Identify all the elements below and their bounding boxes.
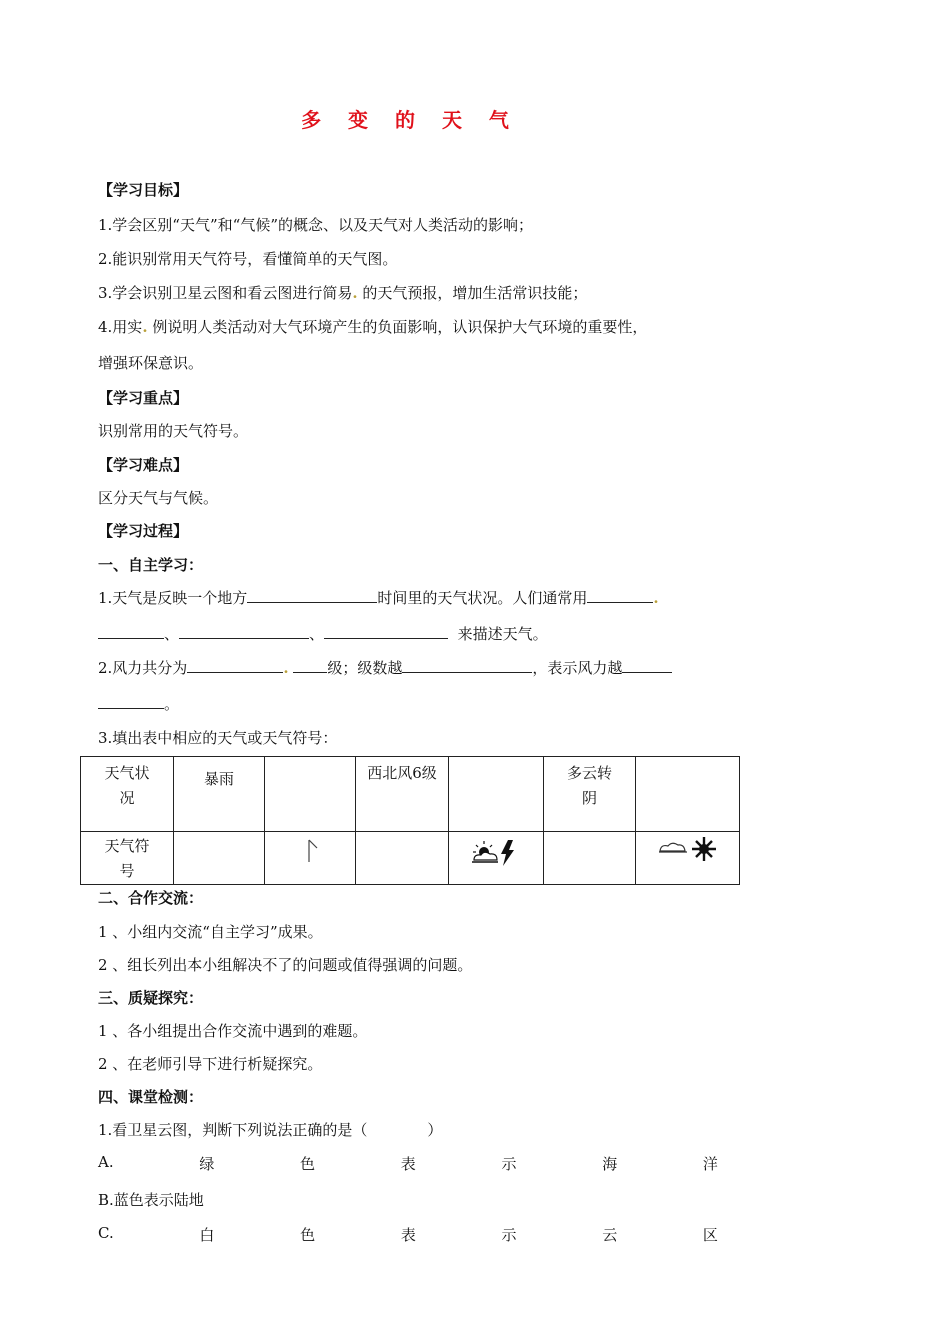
answer-blank[interactable]: [187, 658, 283, 673]
table-cell: [449, 832, 544, 885]
weather-symbol-table: [80, 756, 740, 885]
table-cell-blank[interactable]: [174, 832, 265, 885]
table-cell-blank[interactable]: [636, 757, 740, 832]
question-2-line-2: [98, 694, 179, 714]
table-cell: 西北风6级: [356, 757, 449, 832]
table-cell: [265, 832, 356, 885]
answer-blank[interactable]: [98, 694, 164, 709]
q1-text-b: 时间里的天气状况。人们通常用: [377, 589, 588, 607]
section-2-item-1: 1 、小组内交流“自主学习”成果。: [98, 923, 323, 941]
answer-blank[interactable]: [324, 624, 448, 639]
table-cell: 暴雨: [174, 757, 265, 832]
difficulty-heading: 【学习难点】: [98, 456, 189, 474]
option-b[interactable]: B.蓝色表示陆地: [98, 1191, 204, 1209]
section-2-heading: 二、合作交流：: [98, 889, 204, 907]
goal-item-3-part1: 3.学会识别卫星云图和看云图进行简易: [98, 284, 353, 302]
answer-blank[interactable]: [98, 624, 164, 639]
goal-item-2: 2.能识别常用天气符号，看懂简单的天气图。: [98, 250, 398, 268]
q2-text-a: 2.风力共分为: [98, 659, 188, 677]
table-cell-blank[interactable]: [449, 757, 544, 832]
answer-blank[interactable]: [293, 658, 327, 673]
goal-item-4-part1: 4.用实: [98, 318, 143, 336]
q1-text-e: 来描述天气。: [457, 625, 548, 643]
goal-item-3: [98, 283, 587, 303]
key-point-text: 识别常用的天气符号。: [98, 422, 249, 440]
q2-text-b: 级；级数越: [327, 659, 403, 677]
process-heading: 【学习过程】: [98, 522, 189, 540]
dot-mark: .: [283, 659, 289, 677]
table-cell-blank[interactable]: [544, 832, 636, 885]
q2-text-c: ，表示风力越: [532, 659, 623, 677]
q1-text-c: 、: [164, 625, 180, 643]
wind-flag-icon: [305, 836, 335, 866]
question-2-line-1: [98, 658, 672, 678]
answer-blank[interactable]: [402, 658, 532, 673]
q2-text-d: 。: [164, 695, 180, 713]
section-3-item-1: 1 、各小组提出合作交流中遇到的难题。: [98, 1022, 368, 1040]
goal-item-4-continued: 增强环保意识。: [98, 354, 204, 372]
section-2-item-2: 2 、组长列出本小组解决不了的问题或值得强调的问题。: [98, 956, 473, 974]
goal-item-1: 1.学会区别“天气”和“气候”的概念、以及天气对人类活动的影响；: [98, 216, 533, 234]
table-cell: 多云转阴: [544, 757, 636, 832]
row-label-symbol: 天气符号: [81, 832, 174, 885]
section-3-heading: 三、质疑探究：: [98, 989, 204, 1007]
table-cell: [636, 832, 740, 885]
goals-heading: 【学习目标】: [98, 181, 189, 199]
question-1-line-1: [98, 588, 659, 608]
table-cell-blank[interactable]: [356, 832, 449, 885]
section-1-heading: 一、自主学习：: [98, 556, 204, 574]
answer-blank[interactable]: [179, 624, 309, 639]
goal-item-3-part2: 的天气预报，增加生活常识技能；: [362, 284, 588, 302]
dot-mark: .: [653, 589, 659, 607]
answer-blank[interactable]: [587, 588, 653, 603]
answer-blank[interactable]: [247, 588, 377, 603]
q1-text-a: 1.天气是反映一个地方: [98, 589, 248, 607]
q1-text-d: 、: [309, 625, 325, 643]
table-cell-blank[interactable]: [265, 757, 356, 832]
question-1-line-2: [98, 624, 548, 644]
key-point-heading: 【学习重点】: [98, 389, 189, 407]
row-label-weather: 天气状况: [81, 757, 174, 832]
question-3: 3.填出表中相应的天气或天气符号：: [98, 729, 338, 747]
section-4-heading: 四、课堂检测：: [98, 1088, 204, 1106]
dot-mark: .: [142, 318, 148, 336]
test-question-1: 1.看卫星云图，判断下列说法正确的是（ ）: [98, 1121, 443, 1139]
goal-item-4: [98, 317, 647, 337]
section-3-item-2: 2 、在老师引导下进行析疑探究。: [98, 1055, 323, 1073]
answer-blank[interactable]: [622, 658, 672, 673]
page-title: 多 变 的 天 气: [301, 108, 519, 132]
difficulty-text: 区分天气与气候。: [98, 489, 219, 507]
goal-item-4-part2: 例说明人类活动对大气环境产生的负面影响，认识保护大气环境的重要性，: [152, 318, 648, 336]
dot-mark: .: [352, 284, 358, 302]
option-c[interactable]: C. 白 色 表 示 云 区: [98, 1224, 718, 1244]
cloudy-to-sunny-icon: [657, 834, 719, 864]
cloudy-sun-thunder-icon: [470, 836, 522, 870]
option-a[interactable]: A. 绿 色 表 示 海 洋: [98, 1153, 718, 1173]
